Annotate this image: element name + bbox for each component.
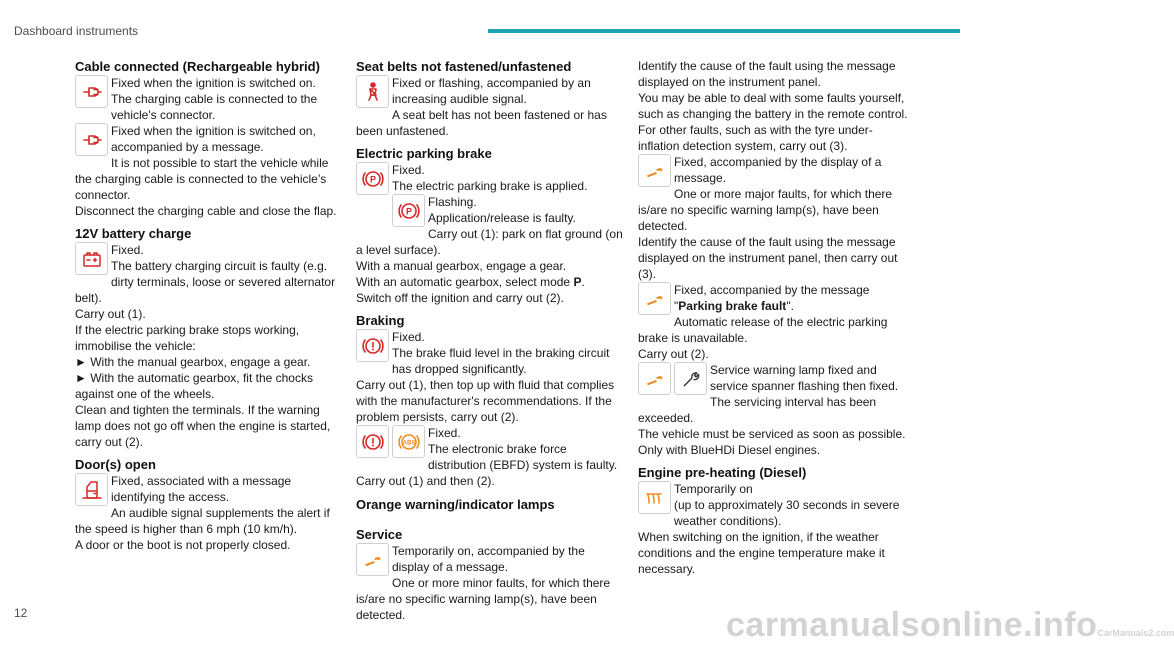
- abs-icon: [392, 425, 425, 458]
- cable-e1-l2: The charging cable is connected to the vehicle's connector.: [111, 92, 318, 122]
- epb-auto-mode: P: [573, 275, 582, 289]
- doors-l2: An audible signal supplements the alert if the speed is higher than 6 mph (10 km/h).: [75, 506, 330, 536]
- c3-e3-l3: The vehicle must be serviced as soon as possible.: [638, 427, 906, 441]
- braking-e1-l2: The brake fluid level in the braking circuit has dropped significantly.: [392, 346, 610, 376]
- parking-brake-icon: [356, 162, 389, 195]
- watermark-tail: CarManuals2.com: [1097, 628, 1174, 638]
- epb-auto-line: [356, 274, 624, 290]
- svg-text:P: P: [405, 206, 412, 216]
- column-1: [75, 58, 337, 553]
- battery-l6: ► With the automatic gearbox, fit the chocks against one of the wheels.: [75, 371, 313, 401]
- epb-e2-l2: Application/release is faulty.: [428, 211, 576, 225]
- preheat-l2: (up to approximately 30 seconds in severe weather conditions).: [674, 498, 900, 528]
- braking-e2-l1: Fixed.: [428, 426, 461, 440]
- battery-icon: [75, 242, 108, 275]
- epb-auto-post: .: [581, 275, 585, 289]
- epb-e2-l1: Flashing.: [428, 195, 477, 209]
- header-accent-bar: [488, 29, 960, 33]
- c3-e2-line: [638, 282, 910, 314]
- epb-e2-end: Switch off the ignition and carry out (2).: [356, 291, 564, 305]
- brake-warning-icon: [356, 425, 389, 458]
- epb-e2-l3: Carry out (1): park on flat ground (on a level surface).: [356, 227, 623, 257]
- braking-e1-l1: Fixed.: [392, 330, 425, 344]
- service-spanner-icon: [674, 362, 707, 395]
- seatbelt-l1: Fixed or flashing, accompanied by an increasing audible signal.: [392, 76, 591, 106]
- heading-service: Service: [356, 527, 403, 542]
- c3-e1-l3: Identify the cause of the fault using the message displayed on the instrument panel, then carry out (3).: [638, 235, 898, 281]
- epb-e1-l2: The electric parking brake is applied.: [392, 179, 588, 193]
- c3-e2-bold: Parking brake fault: [678, 299, 787, 313]
- heading-seatbelt: Seat belts not fastened/unfastened: [356, 59, 572, 74]
- cable-e2-l1: Fixed when the ignition is switched on, accompanied by a message.: [111, 124, 316, 154]
- seatbelt-icon: [356, 75, 389, 108]
- cable-e2-l3: Disconnect the charging cable and close the flap.: [75, 204, 337, 218]
- braking-e1-l3: Carry out (1), then top up with fluid that complies with the manufacturer's recommendations. If the problem persists, carry out (2).: [356, 378, 615, 424]
- service-l2: One or more minor faults, for which there is/are no specific warning lamp(s), have been detected.: [356, 576, 611, 622]
- page-number: 12: [14, 606, 28, 620]
- preheat-l3: When switching on the ignition, if the weather conditions and the engine temperature make it necessary.: [638, 530, 885, 576]
- braking-e2-l2: The electronic brake force distribution (EBFD) system is faulty.: [428, 442, 618, 472]
- watermark-main: carmanualsonline.info: [726, 606, 1098, 644]
- wrench-icon: [356, 543, 389, 576]
- battery-l2: The battery charging circuit is faulty (e.g. dirty terminals, loose or severed alternator belt).: [75, 259, 336, 305]
- section-header: Dashboard instruments: [14, 24, 139, 38]
- wrench-icon: [638, 282, 671, 315]
- epb-e2-l4: With a manual gearbox, engage a gear.: [356, 259, 567, 273]
- c3-e1-l1: Fixed, accompanied by the display of a message.: [674, 155, 882, 185]
- door-open-icon: [75, 473, 108, 506]
- heading-epb: Electric parking brake: [356, 146, 492, 161]
- heading-doors: Door(s) open: [75, 457, 156, 472]
- cable-e2-l2: It is not possible to start the vehicle while the charging cable is connected to the vehicle’s connector.: [75, 156, 329, 202]
- charging-cable-icon: [75, 123, 108, 156]
- service-l1: Temporarily on, accompanied by the display of a message.: [392, 544, 585, 574]
- epb-auto-pre: With an automatic gearbox, select mode: [356, 275, 574, 289]
- c3-intro-l2: You may be able to deal with some faults yourself, such as changing the battery in the remote control.: [638, 91, 908, 121]
- doors-l3: A door or the boot is not properly closed.: [75, 538, 291, 552]
- watermark: [726, 606, 1174, 645]
- battery-l4: If the electric parking brake stops working, immobilise the vehicle:: [75, 323, 300, 353]
- battery-l1: Fixed.: [111, 243, 144, 257]
- doors-l1: Fixed, associated with a message identifying the access.: [111, 474, 292, 504]
- c3-e3-l4: Only with BlueHDi Diesel engines.: [638, 443, 821, 457]
- wrench-icon: [638, 154, 671, 187]
- seatbelt-l2: A seat belt has not been fastened or has been unfastened.: [356, 108, 607, 138]
- c3-e2-pre: Fixed, accompanied by the message ": [674, 283, 870, 313]
- column-3: [638, 58, 910, 577]
- c3-e1-l2: One or more major faults, for which there is/are no specific warning lamp(s), have been detected.: [638, 187, 893, 233]
- heading-braking: Braking: [356, 313, 405, 328]
- svg-text:P: P: [369, 174, 376, 184]
- heading-battery: 12V battery charge: [75, 226, 192, 241]
- battery-l3: Carry out (1).: [75, 307, 146, 321]
- heading-orange-lamps: Orange warning/indicator lamps: [356, 497, 555, 512]
- preheat-l1: Temporarily on: [674, 482, 753, 496]
- brake-warning-icon: [356, 329, 389, 362]
- epb-e1-l1: Fixed.: [392, 163, 425, 177]
- c3-e2-post: ".: [786, 299, 794, 313]
- heading-preheat: Engine pre-heating (Diesel): [638, 465, 807, 480]
- charging-cable-icon: [75, 75, 108, 108]
- battery-l5: ► With the manual gearbox, engage a gear.: [75, 355, 311, 369]
- heading-cable-connected: Cable connected (Rechargeable hybrid): [75, 59, 320, 74]
- braking-e2-l3: Carry out (1) and then (2).: [356, 474, 495, 488]
- battery-l7: Clean and tighten the terminals. If the warning lamp does not go off when the engine is started, carry out (2).: [75, 403, 331, 449]
- cable-e1-l1: Fixed when the ignition is switched on.: [111, 76, 316, 90]
- preheating-icon: [638, 481, 671, 514]
- c3-e2-rest-l1: Automatic release of the electric parking brake is unavailable.: [638, 315, 888, 345]
- c3-intro-l1: Identify the cause of the fault using the message displayed on the instrument panel.: [638, 59, 896, 89]
- c3-e3-l1: Service warning lamp fixed and service spanner flashing then fixed.: [710, 363, 899, 393]
- c3-e3-l2: The servicing interval has been exceeded.: [638, 395, 877, 425]
- wrench-icon: [638, 362, 671, 395]
- parking-brake-icon: [392, 194, 425, 227]
- c3-e2-rest-l2: Carry out (2).: [638, 347, 709, 361]
- column-2: [356, 58, 624, 623]
- svg-text:ABS: ABS: [402, 440, 415, 446]
- c3-intro-l3: For other faults, such as with the tyre under-inflation detection system, carry out (3).: [638, 123, 873, 153]
